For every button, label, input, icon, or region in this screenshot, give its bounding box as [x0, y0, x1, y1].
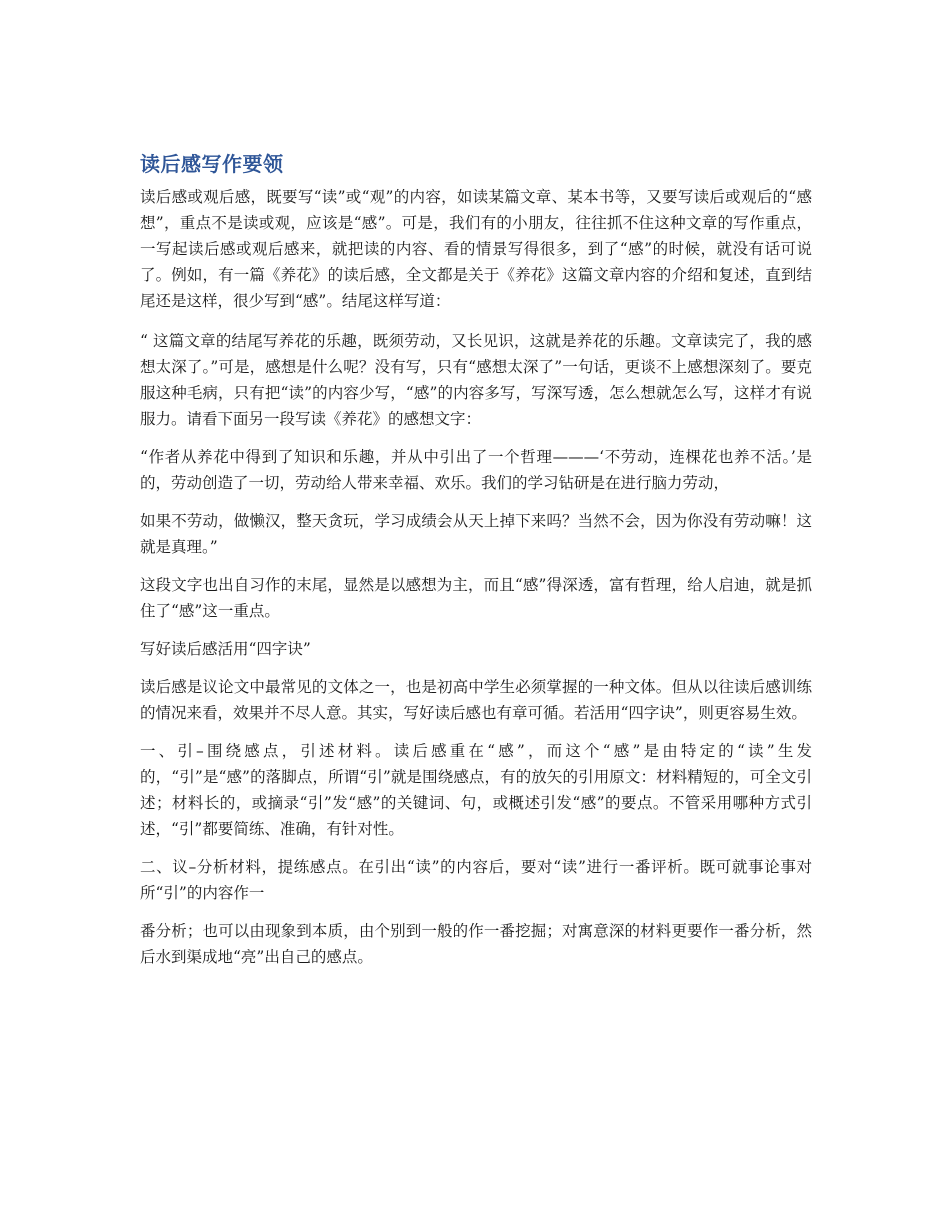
paragraph-tip-one: 一、引–围绕感点，引述材料。读后感重在“感”，而这个“感”是由特定的“读”生发的，“引”是“感”的落脚点，所谓“引”就是围绕感点，有的放矢的引用原文：材料精短的，可全文引述；材料长的，或摘录“引”发“感”的关键词、句，或概述引发“感”的要点。不管采用哪种方式引述，“引”都要简练、准确，有针对性。: [140, 742, 812, 838]
paragraph-quote-example: “ 这篇文章的结尾写养花的乐趣，既须劳动，又长见识，这就是养花的乐趣。文章读完了，我的感想太深了。”可是，感想是什么呢？没有写，只有“感想太深了”一句话，更谈不上感想深刻了。要克服这种毛病，只有把“读”的内容少写，“感”的内容多写，写深写透，怎么想就怎么写，这样才有说服力。请看下面另一段写读《养花》的感想文字：: [140, 332, 812, 428]
paragraph-four-tips-intro: 读后感是议论文中最常见的文体之一，也是初高中学生必须掌握的一种文体。但从以往读后感训练的情况来看，效果并不尽人意。其实，写好读后感也有章可循。若活用“四字诀”，则更容易生效。: [140, 678, 812, 722]
paragraph-comment: 这段文字也出自习作的末尾，显然是以感想为主，而且“感”得深透，富有哲理，给人启迪，就是抓住了“感”这一重点。: [140, 576, 812, 620]
document-page: [140, 150, 812, 982]
paragraph-good-example-cont: 如果不劳动，做懒汉，整天贪玩，学习成绩会从天上掉下来吗？当然不会，因为你没有劳动嘛！这就是真理。”: [140, 512, 812, 556]
paragraph-tip-two-cont: 番分析；也可以由现象到本质，由个别到一般的作一番挖掘；对寓意深的材料更要作一番分析，然后水到渠成地“亮”出自己的感点。: [140, 922, 812, 966]
paragraph-good-example: “作者从养花中得到了知识和乐趣，并从中引出了一个哲理———‘不劳动，连棵花也养不活。’是的，劳动创造了一切，劳动给人带来幸福、欢乐。我们的学习钻研是在进行脑力劳动，: [140, 448, 812, 492]
paragraph-tip-two: 二、议–分析材料，提练感点。在引出“读”的内容后，要对“读”进行一番评析。既可就事论事对所“引”的内容作一: [140, 858, 812, 902]
section-heading-four-tips: 写好读后感活用“四字诀”: [140, 640, 311, 658]
document-title: 读后感写作要领: [140, 152, 284, 176]
paragraph-intro: 读后感或观后感，既要写“读”或“观”的内容，如读某篇文章、某本书等，又要写读后或观后的“感想”，重点不是读或观，应该是“感”。可是，我们有的小朋友，往往抓不住这种文章的写作重点，一写起读后感或观后感来，就把读的内容、看的情景写得很多，到了“感”的时候，就没有话可说了。例如，有一篇《养花》的读后感，全文都是关于《养花》这篇文章内容的介绍和复述，直到结尾还是这样，很少写到“感”。结尾这样写道：: [140, 188, 812, 310]
